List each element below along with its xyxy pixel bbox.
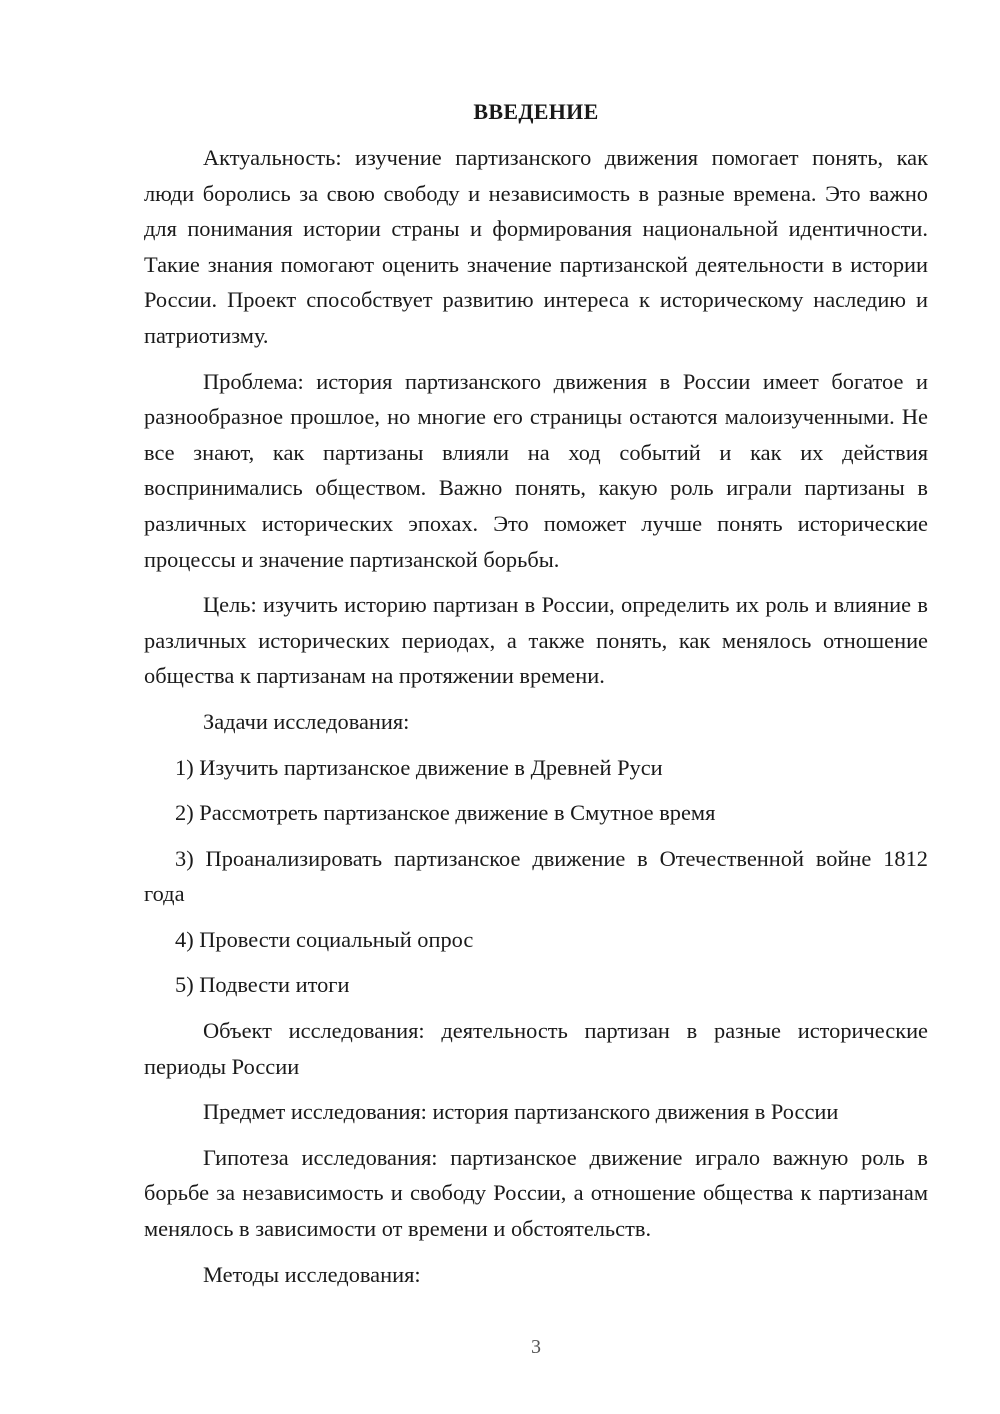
- task-item-5: 5) Подвести итоги: [175, 972, 350, 998]
- page-title: ВВЕДЕНИЕ: [473, 99, 599, 124]
- task-item-3: 3) Проанализировать партизанское движение в Отечественной войне 1812 года: [144, 845, 928, 907]
- document-body: [144, 140, 928, 1302]
- paragraph-methods: Методы исследования:: [203, 1261, 421, 1287]
- paragraph-goal: Цель: изучить историю партизан в России, определить их роль и влияние в различных исторических периодах, а также понять, как менялось отношение общества к партизанам на протяжении времени.: [144, 592, 928, 689]
- paragraph-subject: Предмет исследования: история партизанского движения в России: [203, 1099, 839, 1125]
- task-item-4: 4) Провести социальный опрос: [175, 926, 474, 952]
- paragraph-object: Объект исследования: деятельность партизан в разные исторические периоды России: [144, 1018, 928, 1079]
- document-page: [144, 0, 928, 1414]
- paragraph-problem: Проблема: история партизанского движения в России имеет богатое и разнообразное прошлое, но многие его страницы остаются малоизученными. Не все знают, как партизаны влияли на ход событий и как их действия воспринимались обществом. Важно понять, какую роль играли партизаны в различных исторических эпохах. Это поможет лучше понять исторические процессы и значение партизанской борьбы.: [144, 368, 928, 572]
- task-item-1: 1) Изучить партизанское движение в Древней Руси: [175, 754, 663, 780]
- paragraph-relevance: Актуальность: изучение партизанского движения помогает понять, как люди боролись за свою свободу и независимость в разные времена. Это важно для понимания истории страны и формирования национальной идентичности. Такие знания помогают оценить значение партизанской деятельности в истории России. Проект способствует развитию интереса к историческому наследию и патриотизму.: [144, 145, 928, 348]
- paragraph-hypothesis: Гипотеза исследования: партизанское движение играло важную роль в борьбе за независимость и свободу России, а отношение общества к партизанам менялось в зависимости от времени и обстоятельств.: [144, 1144, 928, 1242]
- task-item-2: 2) Рассмотреть партизанское движение в Смутное время: [175, 800, 716, 826]
- page-number: 3: [531, 1336, 541, 1358]
- paragraph-tasks-heading: Задачи исследования:: [203, 708, 410, 734]
